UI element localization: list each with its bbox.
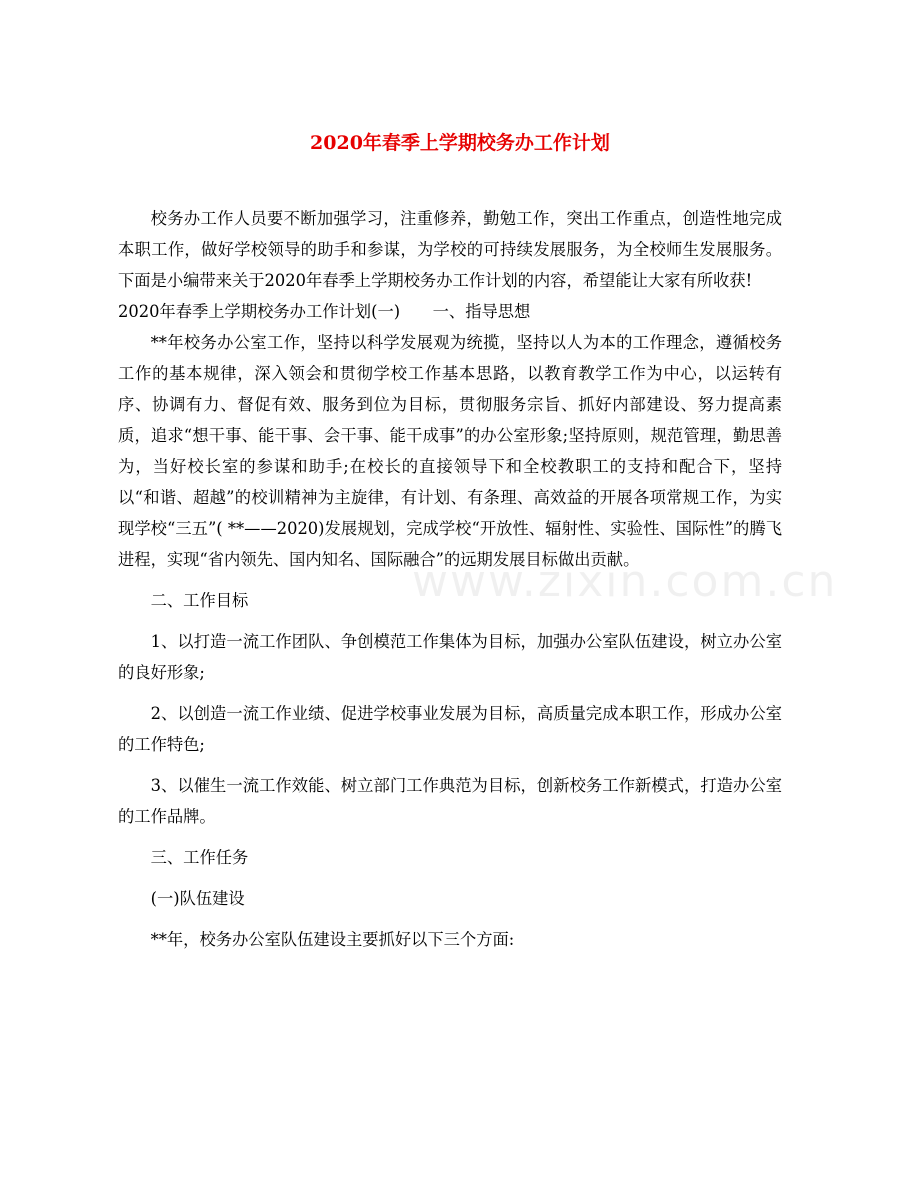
section-heading-goals: 二、工作目标 bbox=[150, 591, 249, 610]
plan-heading-line: 2020年春季上学期校务办工作计划(一) 一、指导思想 bbox=[118, 302, 531, 321]
watermark: www.zixin.com.cn bbox=[412, 556, 838, 607]
subsection-heading-team: (一)队伍建设 bbox=[150, 889, 245, 908]
document-title: 2020年春季上学期校务办工作计划 bbox=[310, 132, 610, 154]
document-body bbox=[118, 203, 782, 955]
intro-paragraph: 校务办工作人员要不断加强学习，注重修养，勤勉工作，突出工作重点，创造性地完成本职工作，做好学校领导的助手和参谋，为学校的可持续发展服务，为全校师生发展服务。下面是小编带来关于2020年春季上学期校务办工作计划的内容，希望能让大家有所收获! bbox=[118, 209, 782, 290]
goal-item-3: 3、以催生一流工作效能、树立部门工作典范为目标，创新校务工作新模式，打造办公室的工作品牌。 bbox=[118, 776, 782, 826]
goal-item-1: 1、以打造一流工作团队、争创模范工作集体为目标，加强办公室队伍建设，树立办公室的良好形象; bbox=[118, 632, 782, 682]
goal-item-2: 2、以创造一流工作业绩、促进学校事业发展为目标，高质量完成本职工作，形成办公室的工作特色; bbox=[118, 704, 782, 754]
guiding-ideology-paragraph: **年校务办公室工作，坚持以科学发展观为统揽，坚持以人为本的工作理念，遵循校务工作的基本规律，深入领会和贯彻学校工作基本思路，以教育教学工作为中心，以运转有序、协调有力、督促有效、服务到位为目标，贯彻服务宗旨、抓好内部建设、努力提高素质，追求“想干事、能干事、会干事、能干成事”的办公室形象;坚持原则，规范管理，勤思善为，当好校长室的参谋和助手;在校长的直接领导下和全校教职工的支持和配合下，坚持以“和谐、超越”的校训精神为主旋律，有计划、有条理、高效益的开展各项常规工作，为实现学校“三五”( **——2020)发展规划，完成学校“开放性、辐射性、实验性、国际性”的腾飞进程，实现“省内领先、国内知名、国际融合”的远期发展目标做出贡献。 bbox=[118, 333, 782, 569]
section-heading-tasks: 三、工作任务 bbox=[150, 848, 249, 867]
team-building-paragraph: **年，校务办公室队伍建设主要抓好以下三个方面: bbox=[150, 930, 515, 949]
